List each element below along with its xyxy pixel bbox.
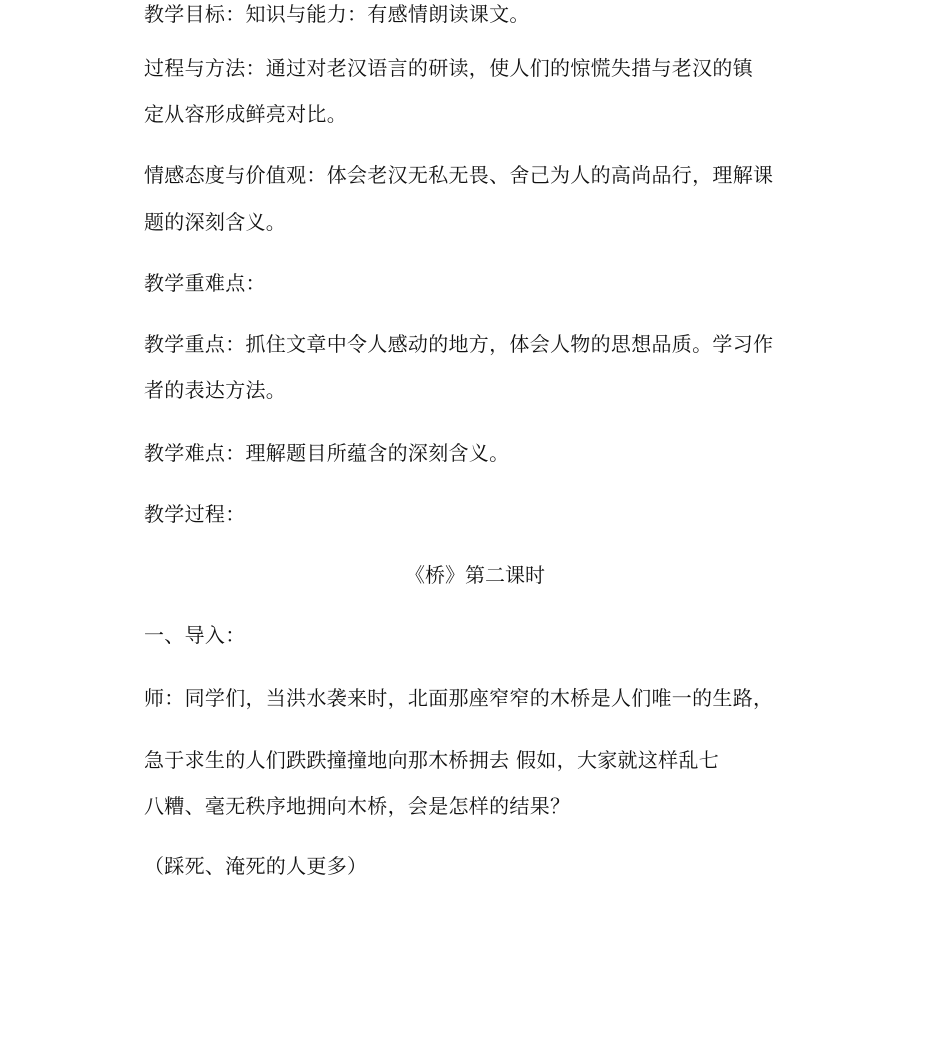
difficult-point-line: 教学难点：理解题目所蕴含的深刻含义。 — [144, 441, 510, 465]
key-point-line-1: 教学重点：抓住文章中令人感动的地方，体会人物的思想品质。学习作 — [144, 332, 774, 356]
teacher-speech-line-1: 师：同学们，当洪水袭来时，北面那座窄窄的木桥是人们唯一的生路， — [144, 686, 774, 710]
teaching-objectives-line: 教学目标：知识与能力：有感情朗读课文。 — [144, 2, 530, 26]
teaching-process-heading: 教学过程： — [144, 502, 246, 526]
process-method-line-1: 过程与方法：通过对老汉语言的研读，使人们的惊慌失措与老汉的镇 — [144, 56, 753, 80]
section-introduction-heading: 一、导入： — [144, 623, 246, 647]
emotion-values-line-1: 情感态度与价值观：体会老汉无私无畏、舍己为人的高尚品行，理解课 — [144, 163, 774, 187]
teacher-speech-line-3: 八糟、毫无秩序地拥向木桥，会是怎样的结果？ — [144, 794, 571, 818]
key-difficult-points-heading: 教学重难点： — [144, 271, 266, 295]
emotion-values-line-2: 题的深刻含义。 — [144, 210, 287, 234]
student-answer-line: （踩死、淹死的人更多） — [144, 854, 368, 878]
process-method-line-2: 定从容形成鲜亮对比。 — [144, 102, 347, 126]
lesson-title: 《桥》第二课时 — [405, 563, 545, 587]
teacher-speech-line-2: 急于求生的人们跌跌撞撞地向那木桥拥去 假如，大家就这样乱七 — [144, 748, 720, 772]
key-point-line-2: 者的表达方法。 — [144, 378, 287, 402]
